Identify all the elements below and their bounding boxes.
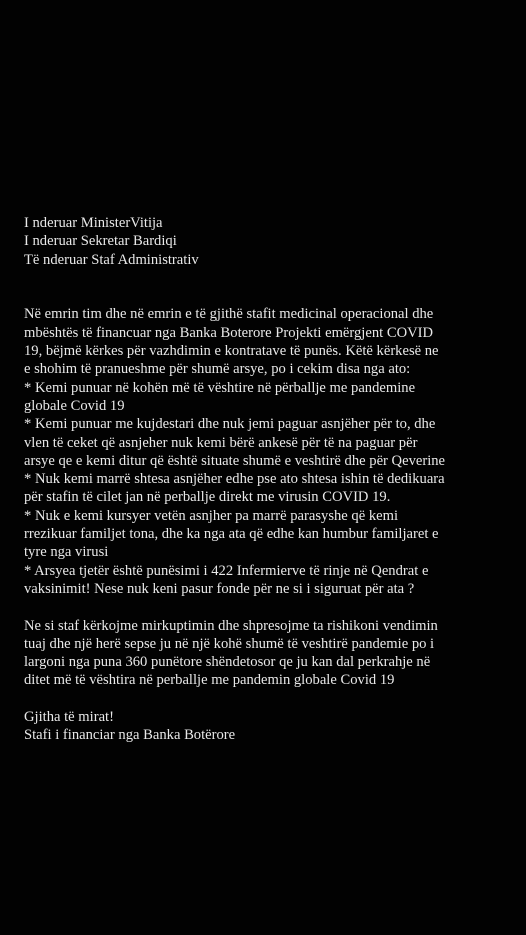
body-line: vlen të ceket që asnjeher nuk kemi bërë ankesë për të na paguar për [24,434,418,451]
greeting-block [24,214,504,269]
body-line: rrezikuar familjet tona, dhe ka nga ata që edhe kan humbur familjaret e [24,526,439,543]
body-line: vaksinimit! Nese nuk keni pasur fonde për ne si i siguruat për ata ? [24,580,415,597]
body-line: * Kemi punuar me kujdestari dhe nuk jemi paguar asnjëher për to, dhe [24,416,436,433]
greeting-line: Të nderuar Staf Administrativ [24,251,199,268]
closing-line: Gjitha të mirat! [24,709,114,726]
request-line: tuaj dhe një herë sepse ju në një kohë shumë të veshtirë pandemie po i [24,635,435,652]
body-line: arsye qe e kemi ditur që është situate shumë e veshtirë dhe për Qeverine [24,452,446,469]
body-line: 19, bëjmë kërkes për vazhdimin e kontratave të punës. Këtë kërkesë ne [24,343,439,360]
request-line: ditet më të vështira në perballje me pandemin globale Covid 19 [24,672,395,689]
greeting-line: I nderuar MinisterVitija [24,215,163,231]
body-line: * Nuk kemi marrë shtesa asnjëher edhe pse ato shtesa ishin të dedikuara [24,471,445,488]
body-line: globale Covid 19 [24,397,125,414]
greeting-line: I nderuar Sekretar Bardiqi [24,233,177,250]
request-paragraph [24,617,504,690]
letter-text [24,214,504,745]
body-line: për stafin të cilet jan në perballje direkt me virusin COVID 19. [24,489,391,506]
closing-block [24,708,504,745]
body-line: tyre nga virusi [24,544,109,561]
body-line: Në emrin tim dhe në emrin e të gjithë stafit medicinal operacional dhe [24,306,434,323]
signature-line: Stafi i financiar nga Banka Botërore [24,727,236,744]
body-line: * Arsyea tjetër është punësimi i 422 Infermierve të rinje në Qendrat e [24,562,429,579]
body-paragraph [24,305,504,598]
body-line: e shohim të pranueshme për shumë arsye, po i cekim disa nga ato: [24,361,411,378]
body-line: * Nuk e kemi kursyer vetën asnjher pa marrë parasyshe që kemi [24,507,399,524]
request-line: Ne si staf kërkojme mirkuptimin dhe shpresojme ta rishikoni vendimin [24,617,438,634]
body-line: * Kemi punuar në kohën më të vështire në përballje me pandemine [24,379,416,396]
body-line: mbështës të financuar nga Banka Boterore Projekti emërgjent COVID [24,324,434,341]
request-line: largoni nga puna 360 punëtore shëndetosor qe ju kan dal perkrahje në [24,654,431,671]
